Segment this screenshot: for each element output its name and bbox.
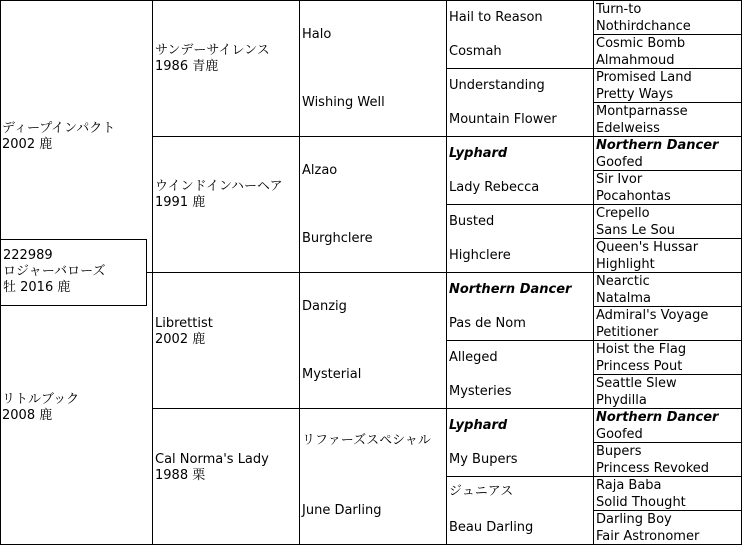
gen5-name: Crepello: [596, 206, 650, 221]
gen2-info: 2002 鹿: [155, 332, 206, 347]
subject-id: 222989: [3, 248, 53, 263]
gen3-name: Alzao: [302, 163, 338, 178]
gen4-name: Hail to Reason: [449, 10, 543, 25]
gen5-name: Edelweiss: [596, 121, 660, 136]
gen5-name: Seattle Slew: [596, 376, 677, 391]
gen5-name: Darling Boy: [596, 512, 672, 527]
gen2-name: ウインドインハーヘア: [155, 179, 283, 194]
gen4-name: Mysteries: [449, 384, 512, 399]
row-sep-g3-1: [299, 136, 447, 137]
gen5-name: Cosmic Bomb: [596, 36, 686, 51]
gen5-name: Turn-to: [596, 2, 642, 17]
gen4-name: My Bupers: [449, 452, 518, 467]
sire-name: ディープインパクト: [2, 121, 116, 136]
gen5-name: Bupers: [596, 444, 642, 459]
gen3-name: Burghclere: [302, 231, 373, 246]
gen5-name: Admiral's Voyage: [596, 308, 709, 323]
gen5-name: Almahmoud: [596, 53, 675, 68]
gen2-name: サンデーサイレンス: [155, 43, 270, 58]
gen5-name: Nothirdchance: [596, 19, 691, 34]
row-sep-g2-1: [152, 136, 300, 137]
gen5-name: Highlight: [596, 257, 655, 272]
gen4-name: Mountain Flower: [449, 112, 557, 127]
gen2-info: 1986 青鹿: [155, 59, 219, 74]
gen5-name: Pretty Ways: [596, 87, 674, 102]
gen4-name: Cosmah: [449, 44, 502, 59]
row-sep-g4: [446, 136, 594, 137]
gen4-name-inbred: Northern Dancer: [449, 282, 572, 297]
gen3-name: Mysterial: [302, 367, 362, 382]
gen4-name: Lady Rebecca: [449, 180, 540, 195]
gen5-name-inbred: Northern Dancer: [596, 410, 719, 425]
gen5-name: Petitioner: [596, 325, 659, 340]
gen5-name: Hoist the Flag: [596, 342, 687, 357]
row-sep-g2-2: [152, 272, 300, 273]
gen5-name: Princess Pout: [596, 359, 683, 374]
gen4-name: Busted: [449, 214, 495, 229]
gen3-name: Wishing Well: [302, 95, 385, 110]
gen5-name: Pocahontas: [596, 189, 671, 204]
gen5-name: Goofed: [596, 155, 643, 170]
row-sep-g4: [446, 272, 594, 273]
gen5-name: Queen's Hussar: [596, 240, 699, 255]
gen3-name: リファーズスペシャル: [302, 433, 431, 448]
gen5-name: Fair Astronomer: [596, 529, 700, 544]
gen5-name: Montparnasse: [596, 104, 688, 119]
gen4-name: Understanding: [449, 78, 545, 93]
gen2-info: 1988 栗: [155, 468, 206, 483]
gen4-name-inbred: Lyphard: [449, 146, 508, 161]
sire-info: 2002 鹿: [2, 137, 53, 152]
gen5-name: Princess Revoked: [596, 461, 710, 476]
gen5-name: Solid Thought: [596, 495, 686, 510]
row-sep-g3-3: [299, 408, 447, 409]
subject-name: ロジャーバローズ: [3, 264, 106, 279]
gen5-name: Goofed: [596, 427, 643, 442]
gen4-name: Beau Darling: [449, 520, 534, 535]
border-top: [0, 0, 742, 1]
subject-box: [0, 239, 147, 306]
gen5-name: Promised Land: [596, 70, 692, 85]
row-sep-g3-2: [299, 272, 447, 273]
gen3-name: Danzig: [302, 299, 347, 314]
gen4-name-inbred: Lyphard: [449, 418, 508, 433]
gen3-name: Halo: [302, 27, 332, 42]
row-sep-g4: [446, 204, 594, 205]
gen2-name: Librettist: [155, 316, 213, 331]
gen5-name: Raja Baba: [596, 478, 662, 493]
gen5-name: Natalma: [596, 291, 651, 306]
gen4-name: Highclere: [449, 248, 511, 263]
dam-info: 2008 鹿: [2, 408, 53, 423]
gen2-info: 1991 鹿: [155, 195, 206, 210]
dam-name: リトルブック: [2, 392, 80, 407]
row-sep-g4: [446, 408, 594, 409]
gen5-name: Phydilla: [596, 393, 647, 408]
gen5-name: Sans Le Sou: [596, 223, 675, 238]
gen5-name: Sir Ivor: [596, 172, 643, 187]
gen4-name: ジュニアス: [449, 484, 514, 499]
row-sep-g4: [446, 68, 594, 69]
row-sep-g4: [446, 340, 594, 341]
subject-info: 牡 2016 鹿: [3, 280, 71, 295]
gen4-name: Alleged: [449, 350, 498, 365]
gen5-name-inbred: Northern Dancer: [596, 138, 719, 153]
gen5-name: Nearctic: [596, 274, 650, 289]
gen4-name: Pas de Nom: [449, 316, 526, 331]
gen2-name: Cal Norma's Lady: [155, 452, 269, 467]
row-sep-g4: [446, 476, 594, 477]
row-sep-g2-3: [152, 408, 300, 409]
gen3-name: June Darling: [302, 503, 382, 518]
